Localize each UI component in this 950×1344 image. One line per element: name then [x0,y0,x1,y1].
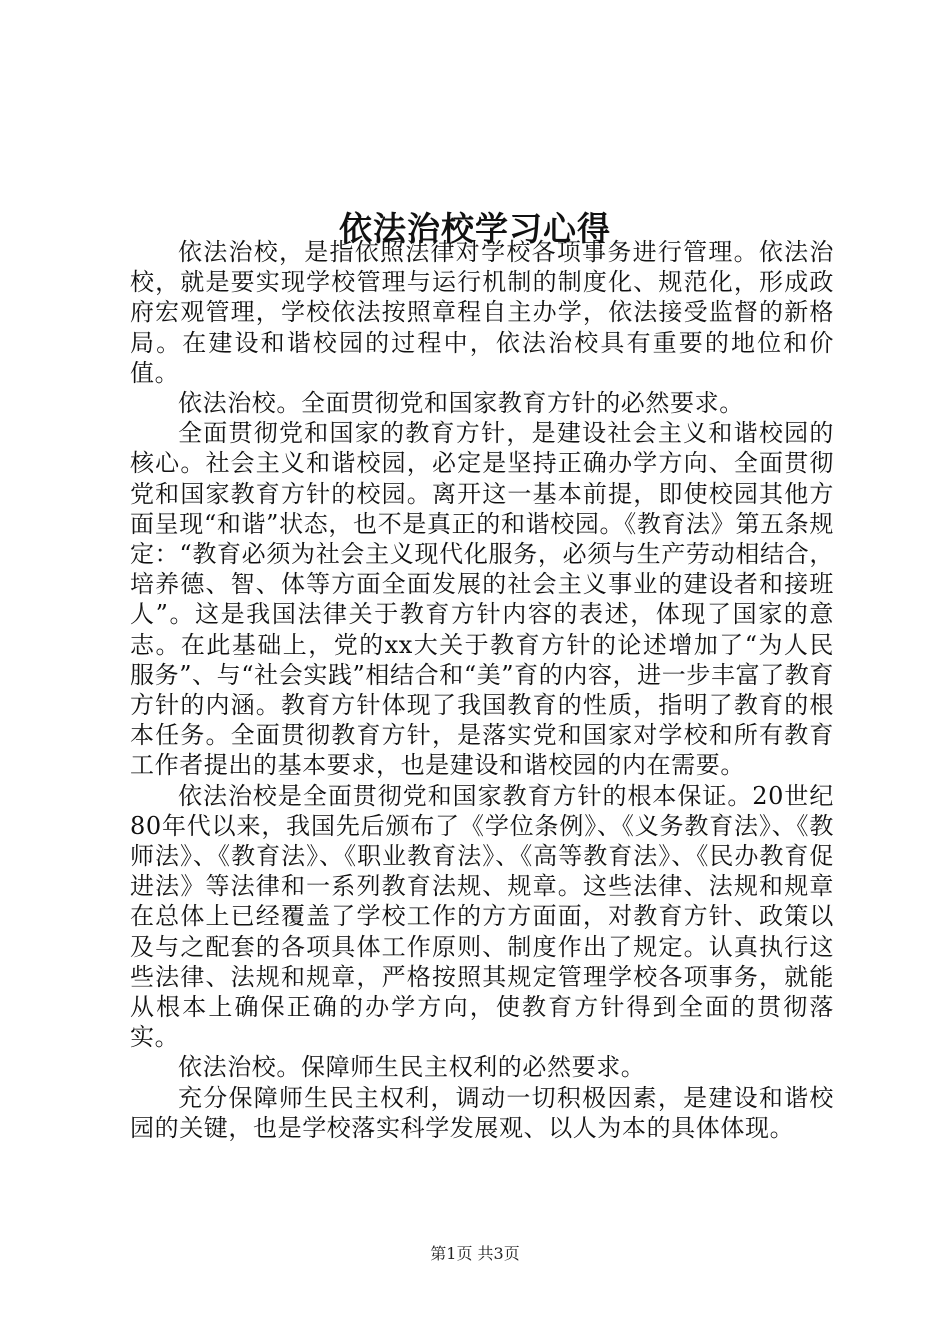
paragraph-democratic-rights: 充分保障师生民主权利，调动一切积极因素，是建设和谐校园的关键，也是学校落实科学发展观、以人为本的具体体现。 [130,1083,834,1142]
paragraph-intro: 依法治校，是指依照法律对学校各项事务进行管理。依法治校，就是要实现学校管理与运行机制的制度化、规范化，形成政府宏观管理，学校依法按照章程自主办学，依法接受监督的新格局。在建设和谐校园的过程中，依法治校具有重要的地位和价值。 [130,238,834,387]
document-body [130,237,834,1143]
document-title: 依法治校学习心得 [339,209,611,249]
paragraph-legal-guarantee: 依法治校是全面贯彻党和国家教育方针的根本保证。20世纪80年代以来，我国先后颁布了《学位条例》、《义务教育法》、《教师法》、《教育法》、《职业教育法》、《高等教育法》、《民办教育促进法》等法律和一系列教育法规、规章。这些法律、法规和规章在总体上已经覆盖了学校工作的方方面面，对教育方针、政策以及与之配套的各项具体工作原则、制度作出了规定。认真执行这些法律、法规和规章，严格按照其规定管理学校各项事务，就能从根本上确保正确的办学方向，使教育方针得到全面的贯彻落实。 [130,781,834,1052]
paragraph-education-policy: 全面贯彻党和国家的教育方针，是建设社会主义和谐校园的核心。社会主义和谐校园，必定是坚持正确办学方向、全面贯彻党和国家教育方针的校园。离开这一基本前提，即使校园其他方面呈现“和谐”状态，也不是真正的和谐校园。《教育法》第五条规定：“教育必须为社会主义现代化服务，必须与生产劳动相结合，培养德、智、体等方面全面发展的社会主义事业的建设者和接班人”。这是我国法律关于教育方针内容的表述，体现了国家的意志。在此基础上，党的xx大关于教育方针的论述增加了“为人民服务”、与“社会实践”相结合和“美”育的内容，进一步丰富了教育方针的内涵。教育方针体现了我国教育的性质，指明了教育的根本任务。全面贯彻教育方针，是落实党和国家对学校和所有教育工作者提出的基本要求，也是建设和谐校园的内在需要。 [130,419,834,780]
paragraph-heading-1: 依法治校。全面贯彻党和国家教育方针的必然要求。 [178,389,744,418]
paragraph-heading-2: 依法治校。保障师生民主权利的必然要求。 [178,1053,646,1082]
page-footer: 第1页 共3页 [430,1244,520,1263]
